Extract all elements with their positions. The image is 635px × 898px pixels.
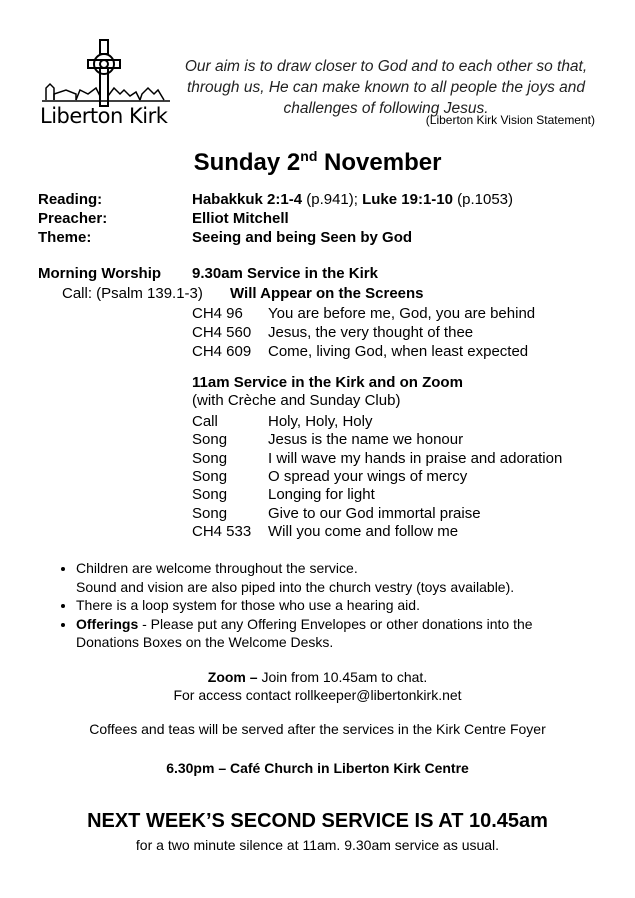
vision-source: (Liberton Kirk Vision Statement)	[425, 113, 595, 127]
zoom-contact: For access contact rollkeeper@libertonkirk.net	[173, 687, 462, 703]
zoom-line: Zoom – Join from 10.45am to chat.	[207, 669, 428, 685]
note-loop: • There is a loop system for those who use a hearing aid.	[76, 596, 596, 615]
morning-worship-label: Morning Worship	[38, 265, 162, 282]
morning-service: 9.30am Service in the Kirk	[192, 265, 378, 282]
theme-label: Theme:	[38, 229, 92, 246]
eleven-note: (with Crèche and Sunday Club)	[192, 392, 401, 409]
cafe-church: 6.30pm – Café Church in Liberton Kirk Centre	[166, 760, 469, 776]
next-week-headline: NEXT WEEK’S SECOND SERVICE IS AT 10.45am	[87, 810, 548, 832]
preacher-label: Preacher:	[38, 210, 108, 227]
reading-value: Habakkuk 2:1-4 (p.941); Luke 19:1-10 (p.1053)	[192, 191, 514, 208]
coffee-note: Coffees and teas will be served after the services in the Kirk Centre Foyer	[89, 721, 546, 737]
reading-label: Reading:	[38, 191, 103, 208]
vision-statement: Our aim is to draw closer to God and to each other so that, through us, He can make known to all people the joys and challenges of following Jesus.	[184, 58, 588, 117]
call-note: Will Appear on the Screens	[230, 285, 424, 302]
logo-name: Liberton Kirk	[40, 104, 168, 128]
next-week-sub: for a two minute silence at 11am. 9.30am service as usual.	[135, 837, 500, 853]
call-label: Call: (Psalm 139.1-3)	[62, 285, 203, 302]
note-children: • Children are welcome throughout the service. Sound and vision are also piped into the church vestry (toys available).	[76, 559, 596, 596]
page-title: Sunday 2nd November	[193, 148, 442, 176]
theme-value: Seeing and being Seen by God	[192, 229, 413, 246]
eleven-service: 11am Service in the Kirk and on Zoom	[192, 374, 463, 391]
preacher-value: Elliot Mitchell	[192, 210, 289, 227]
note-offerings: • Offerings - Please put any Offering Envelopes or other donations into the Donations Boxes on the Welcome Desks.	[76, 615, 596, 652]
notes-list	[56, 559, 596, 652]
